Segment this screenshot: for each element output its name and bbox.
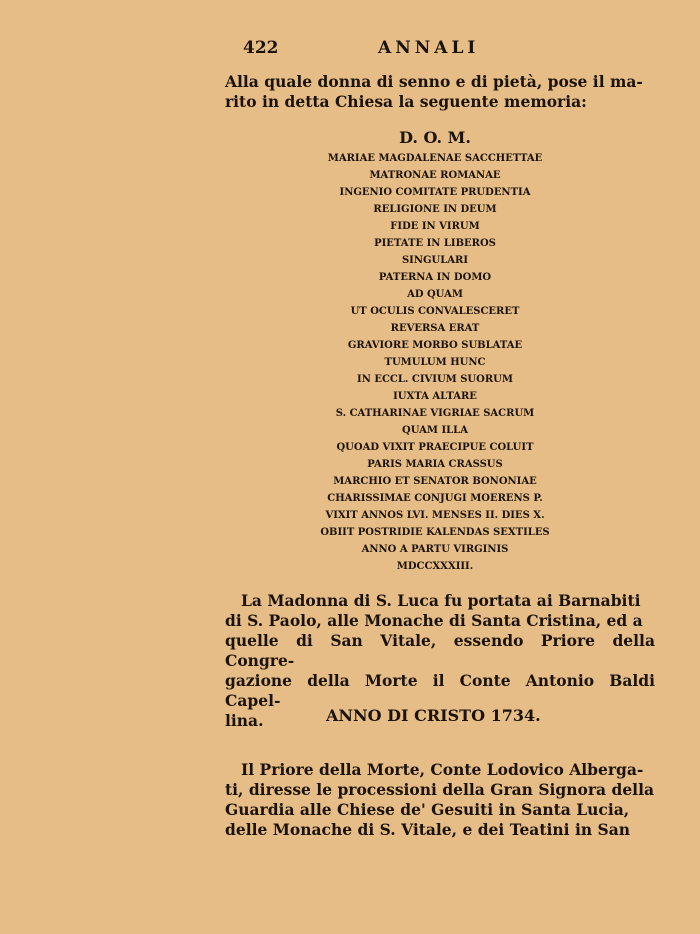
inscription-line: PIETATE IN LIBEROS — [374, 238, 496, 249]
inscription-line: SINGULARI — [401, 255, 469, 266]
paragraph-line — [225, 591, 655, 611]
inscription-line: ANNO A PARTU VIRGINIS — [361, 544, 509, 555]
inscription-line: AD QUAM — [407, 289, 463, 300]
page-header — [243, 38, 663, 62]
paragraph-line: di S. Paolo, alle Monache di Santa Cristina, ed a — [225, 611, 643, 630]
inscription-line: MARCHIO ET SENATOR BONONIAE — [333, 476, 537, 487]
intro-line: rito in detta Chiesa la seguente memoria: — [225, 92, 587, 111]
memorial-inscription — [280, 128, 590, 575]
paragraph-line: ti, diresse le processioni della Gran Signora della — [225, 780, 655, 799]
inscription-line: PARIS MARIA CRASSUS — [367, 459, 503, 470]
inscription-line: IUXTA ALTARE — [393, 391, 477, 402]
page-number: 422 — [243, 38, 279, 58]
inscription-line: MDCCXXXIII. — [396, 561, 474, 572]
inscription-line: MARIAE MAGDALENAE SACCHETTAE — [327, 153, 543, 164]
inscription-line: FIDE IN VIRUM — [390, 221, 480, 232]
inscription-line: QUOAD VIXIT PRAECIPUE COLUIT — [336, 442, 534, 453]
year-heading: ANNO DI CRISTO 1734. — [326, 706, 541, 725]
inscription-line: PATERNA IN DOMO — [378, 272, 492, 283]
priore-paragraph — [225, 760, 655, 840]
inscription-line: TUMULUM HUNC — [384, 357, 486, 368]
inscription-line: REVERSA ERAT — [390, 323, 480, 334]
paragraph-line: quelle di San Vitale, essendo Priore della Congre- — [225, 631, 655, 670]
inscription-line: UT OCULIS CONVALESCERET — [350, 306, 520, 317]
inscription-line: MATRONAE ROMANAE — [369, 170, 501, 181]
inscription-title: D. O. M. — [399, 128, 471, 147]
intro-paragraph — [225, 72, 655, 112]
inscription-line: S. CATHARINAE VIGRIAE SACRUM — [335, 408, 535, 419]
paragraph-line-text: La Madonna di S. Luca fu portata ai Barnabiti — [241, 591, 641, 610]
paragraph-line: gazione della Morte il Conte Antonio Baldi Capel- — [225, 671, 655, 710]
inscription-line: QUAM ILLA — [402, 425, 468, 436]
inscription-line: RELIGIONE IN DEUM — [373, 204, 497, 215]
paragraph-line: Guardia alle Chiese de' Gesuiti in Santa Lucia, — [225, 800, 630, 819]
paragraph-line: lina. — [225, 711, 264, 730]
paragraph-line: delle Monache di S. Vitale, e dei Teatini in San — [225, 820, 631, 839]
inscription-line: CHARISSIMAE CONJUGI MOERENS P. — [327, 493, 543, 504]
inscription-line: INGENIO COMITATE PRUDENTIA — [339, 187, 531, 198]
inscription-line: IN ECCL. CIVIUM SUORUM — [357, 374, 513, 385]
running-head: ANNALI — [378, 38, 480, 58]
inscription-line: OBIIT POSTRIDIE KALENDAS SEXTILES — [320, 527, 550, 538]
inscription-line: GRAVIORE MORBO SUBLATAE — [347, 340, 523, 351]
paragraph-line-text: Il Priore della Morte, Conte Lodovico Alberga- — [241, 760, 644, 779]
intro-line: Alla quale donna di senno e di pietà, pose il ma- — [225, 72, 643, 91]
paragraph-line — [225, 760, 655, 780]
inscription-line: VIXIT ANNOS LVI. MENSES II. DIES X. — [325, 510, 545, 521]
